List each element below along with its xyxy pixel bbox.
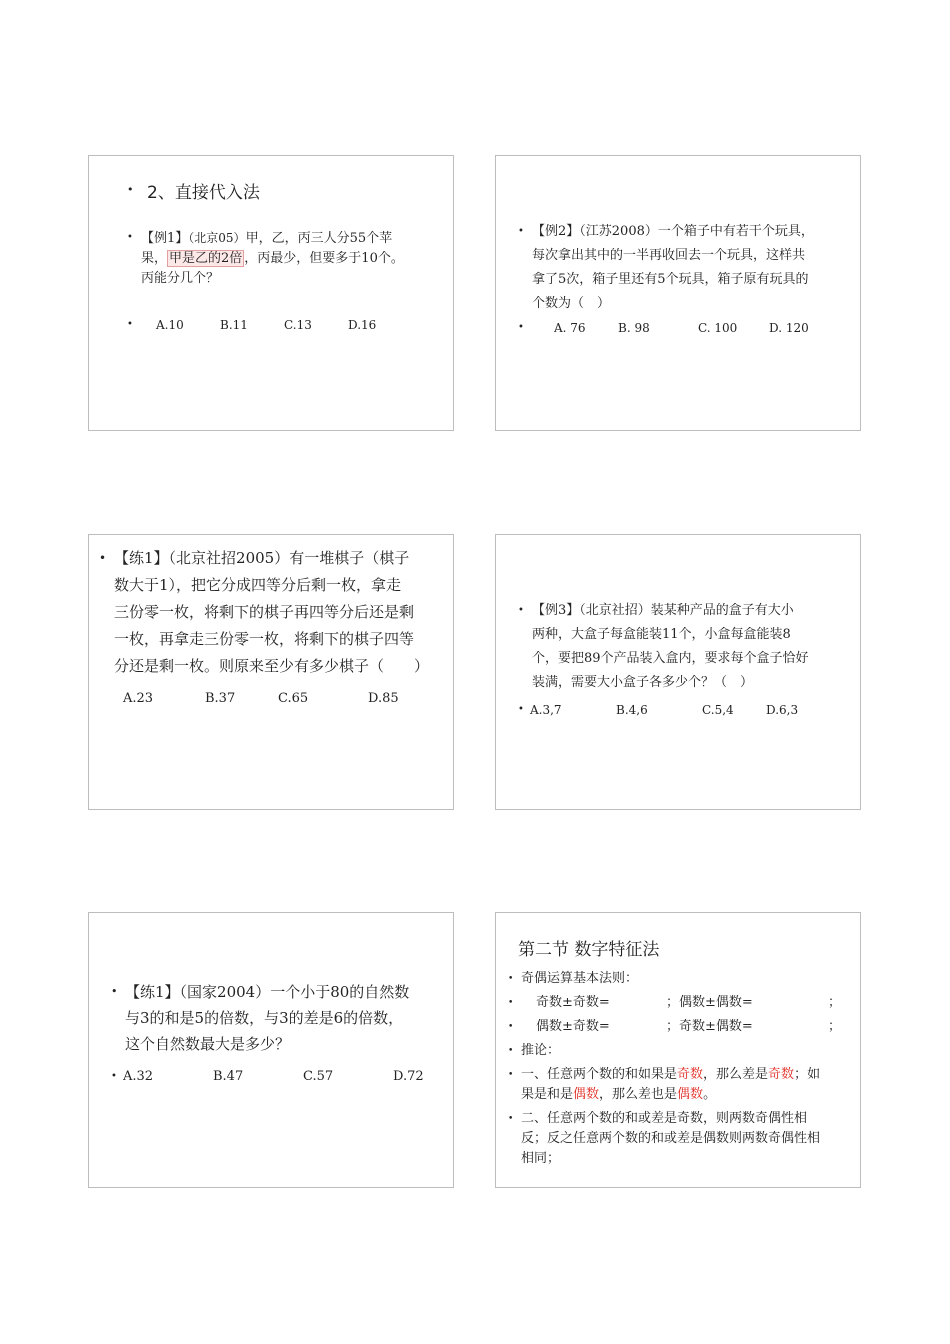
rule-even-odd: 偶数±奇数= [536,1019,610,1034]
question-text: ，丙最少，但要多于10个。 [244,251,404,266]
option-c: C. 100 [698,321,738,335]
option-a: A.32 [123,1069,154,1084]
question-text: 数大于1），把它分成四等分后剩一枚，拿走 [114,576,402,594]
slide-heading-row [127,178,260,203]
answer-options [518,703,848,721]
slide-title: 第二节 数字特征法 [518,940,660,960]
question-text: 丙能分几个？ [141,271,220,286]
rule-heading: 奇偶运算基本法则： [521,971,639,986]
question-text: 甲，乙，丙三人分55个苹 [245,231,393,246]
red-term: 偶数 [573,1087,600,1102]
bullet-row [508,1065,848,1105]
rule-end: ； [828,1019,842,1034]
bullet-row [508,969,848,993]
question-block [111,979,451,1057]
bullet: • [111,985,118,998]
bullet: • [508,974,514,984]
option-c: C.57 [303,1069,334,1084]
question-text: 这个自然数最大是多少？ [125,1035,291,1053]
question-block [127,228,447,289]
question-text: 个，要把89个产品装入盒内，要求每个盒子恰好 [532,651,809,666]
text: 果是和是 [521,1087,574,1102]
option-b: B.4,6 [616,703,648,717]
option-d: D.85 [368,691,399,706]
question-label: 【例3】 [532,603,580,618]
question-source: （北京05） [188,231,246,245]
corollary-two [521,1109,848,1169]
highlighted-condition: 甲是乙的2倍 [169,251,243,266]
bullet: • [127,183,134,196]
corollary-heading: 推论： [521,1043,561,1058]
bullet: • [508,998,514,1008]
slide-practice-1a [88,534,454,810]
bullet: • [518,226,524,237]
question-text: 【练1】（国家2004）一个小于80的自然数 [125,983,410,1001]
bullet: • [508,1022,514,1032]
slide-digit-features [495,912,861,1188]
slide-heading: 2、直接代入法 [147,183,260,203]
question-block [518,599,858,695]
bullet: • [508,1114,514,1124]
bullet-row [508,1109,848,1169]
text: 一、任意两个数的和如果是 [521,1067,678,1082]
bullet-row [508,1041,848,1065]
rule-end: ； [828,995,842,1010]
option-b: B. 98 [618,321,650,335]
slide-practice-1b [88,912,454,1188]
answer-options [127,318,447,336]
text: ，那么差也是 [599,1087,678,1102]
question-text: 一枚，再拿走三份零一枚，将剩下的棋子四等 [114,630,415,648]
text: 相同； [521,1151,561,1166]
rule-odd-odd: 奇数±奇数= [536,995,610,1010]
option-b: B.47 [213,1069,244,1084]
bullet: • [508,1070,514,1080]
rule-odd-even: ；奇数±偶数= [666,1019,753,1034]
bullet: • [518,322,524,333]
question-text: 个数为（ ） [532,296,611,311]
question-text: （江苏2008）一个箱子中有若干个玩具， [579,224,814,239]
answer-options [111,1069,441,1089]
red-term: 偶数 [677,1087,704,1102]
red-term: 奇数 [677,1067,704,1082]
option-d: D.6,3 [766,703,799,717]
text: ，那么差是 [703,1067,769,1082]
question-block [518,220,858,316]
option-a: A. 76 [554,321,586,335]
question-text: 装满，需要大小盒子各多少个？（ ） [532,675,754,690]
rules-block [508,969,848,1169]
option-c: C.13 [284,318,312,332]
bullet: • [127,319,133,330]
answer-options [123,691,443,711]
option-a: A.23 [123,691,154,706]
option-a: A.3,7 [530,703,562,717]
option-d: D.72 [393,1069,424,1084]
question-text: 【练1】（北京社招2005）有一堆棋子（棋子 [114,549,410,567]
answer-options [518,321,848,339]
red-term: 奇数 [768,1067,795,1082]
option-a: A.10 [156,318,184,332]
option-c: C.65 [278,691,309,706]
bullet: • [518,605,524,616]
bullet-row [508,1017,848,1041]
option-b: B.37 [205,691,236,706]
text: 反；反之任意两个数的和或差是偶数则两数奇偶性相 [521,1131,821,1146]
bullet: • [127,232,133,243]
bullet: • [111,1071,117,1082]
bullet-row [508,993,848,1017]
text: 。 [703,1087,717,1102]
question-text: （北京社招）装某种产品的盒子有大小 [579,603,794,618]
question-text: 与3的和是5的倍数，与3的差是6的倍数， [125,1009,404,1027]
question-block [99,545,449,680]
option-d: D.16 [348,318,377,332]
bullet: • [99,551,107,565]
question-label: 【例1】 [141,231,189,246]
question-text: 果， [141,251,168,266]
slide-direct-substitution [88,155,454,431]
question-text: 拿了5次，箱子里还有5个玩具，箱子原有玩具的 [532,272,809,287]
question-text: 分还是剩一枚。则原来至少有多少棋子（ ） [114,657,430,675]
slide-example-2 [495,155,861,431]
bullet: • [518,704,524,715]
option-c: C.5,4 [702,703,734,717]
corollary-one [521,1065,848,1105]
question-text: 两种，大盒子每盒能装11个，小盒每盒能装8 [532,627,791,642]
question-text: 三份零一枚，将剩下的棋子再四等分后还是剩 [114,603,415,621]
option-d: D. 120 [769,321,809,335]
text: ；如 [794,1067,821,1082]
slide-example-3 [495,534,861,810]
text: 二、任意两个数的和或差是奇数，则两数奇偶性相 [521,1111,808,1126]
bullet: • [508,1046,514,1056]
question-text: 每次拿出其中的一半再收回去一个玩具，这样共 [532,248,806,263]
question-label: 【例2】 [532,224,580,239]
rule-even-even: ；偶数±偶数= [666,995,753,1010]
option-b: B.11 [220,318,248,332]
